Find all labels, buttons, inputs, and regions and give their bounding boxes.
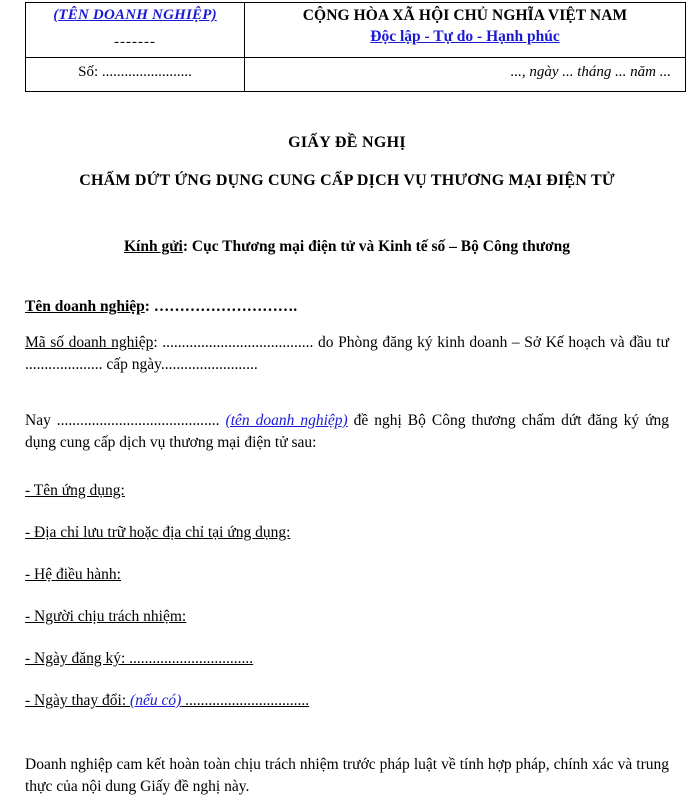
commitment-paragraph: Doanh nghiệp cam kết hoàn toàn chịu trách nhiệm trước pháp luật về tính hợp pháp, chính xác và trung thực của nội dung Giấy đề nghị này. (25, 756, 669, 796)
document-body (25, 296, 669, 799)
request-prefix: Nay .......................................... (25, 412, 220, 429)
list-item (25, 480, 669, 502)
page-subtitle: CHẤM DỨT ỨNG DỤNG CUNG CẤP DỊCH VỤ THƯƠNG MẠI ĐIỆN TỬ (79, 172, 615, 189)
company-code-label: Mã số doanh nghiệp (25, 334, 154, 351)
company-name-value: : ………………………. (144, 298, 298, 315)
list-item (25, 606, 669, 628)
request-company-placeholder: (tên doanh nghiệp) (225, 412, 348, 429)
list-item-label: - Địa chỉ lưu trữ hoặc địa chỉ tại ứng dụng: (25, 524, 291, 541)
document-number: Số: ........................ (78, 64, 192, 80)
list-item-label: - Người chịu trách nhiệm: (25, 608, 187, 625)
header-row-bottom (26, 58, 686, 92)
recipient-value: : Cục Thương mại điện tử và Kinh tế số – Bộ Công thương (182, 238, 570, 255)
list-item-label: - Ngày thay đổi: (25, 692, 131, 709)
header-row-top (26, 3, 686, 58)
so-cell (26, 58, 245, 92)
document-page (0, 2, 694, 796)
list-item-dots: ................................ (181, 692, 310, 709)
list-item (25, 690, 669, 712)
company-name-row (25, 296, 669, 318)
company-name-label: Tên doanh nghiệp (25, 298, 145, 315)
nation-motto: Độc lập - Tự do - Hạnh phúc (370, 28, 560, 45)
org-divider-dashes: ------- (114, 34, 156, 50)
nation-cell (245, 3, 686, 58)
list-item-note: (nếu có) (130, 692, 182, 709)
list-item-label: - Hệ điều hành: (25, 566, 121, 583)
nation-title: CỘNG HÒA XÃ HỘI CHỦ NGHĨA VIỆT NAM (302, 7, 628, 24)
recipient-label: Kính gửi (124, 238, 183, 255)
org-name: (TÊN DOANH NGHIỆP) (53, 7, 217, 23)
document-date: ..., ngày ... tháng ... năm ... (510, 64, 671, 80)
header-table (25, 2, 686, 92)
page-title: GIẤY ĐỀ NGHỊ (288, 134, 406, 151)
list-item (25, 564, 669, 586)
date-cell (245, 58, 686, 92)
recipient-line (25, 238, 669, 256)
list-item (25, 648, 669, 670)
list-item (25, 522, 669, 544)
org-cell (26, 3, 245, 58)
list-item-label: - Ngày đăng ký: ................................ (25, 650, 254, 667)
company-code-row (25, 332, 669, 376)
company-code-value: : ....................................... do Phòng đăng ký kinh doanh – Sở Kế hoạch và đầu tư .................... cấp ngày......................... (25, 334, 670, 373)
request-paragraph (25, 410, 669, 454)
list-item-label: - Tên ứng dụng: (25, 482, 125, 499)
request-suffix: đề nghị Bộ Công thương chấm dứt đăng ký ứng dụng cung cấp dịch vụ thương mại điện tử sau: (25, 412, 670, 451)
